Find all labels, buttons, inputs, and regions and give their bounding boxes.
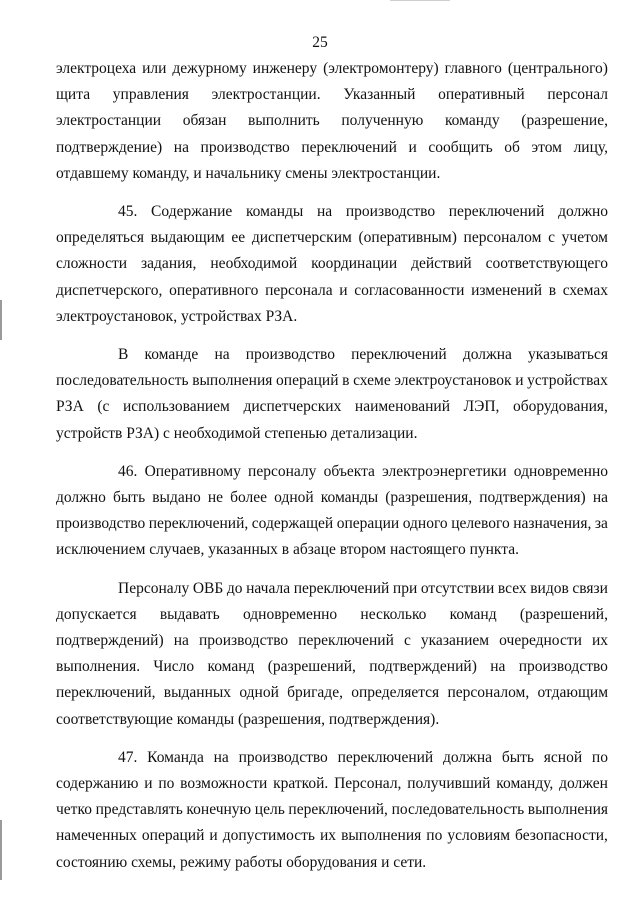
- text-line: РЗА (с использованием диспетчерских наименований ЛЭП, оборудования,: [56, 398, 608, 416]
- scan-top-rule: [390, 0, 450, 1]
- text-line: четко представлять конечную цель переключений, последовательность выполнения: [56, 801, 608, 819]
- text-line: подтверждений) на производство переключений с указанием очередности их: [56, 632, 608, 650]
- page-number: 25: [312, 34, 328, 51]
- text-line: должно быть выдано не более одной команды (разрешения, подтверждения) на: [56, 489, 608, 507]
- text-line: В команде на производство переключений должна указываться: [118, 346, 608, 364]
- paragraph-item-45-detail: [56, 342, 608, 447]
- text-line: переключений, выданных одной бригаде, определяется персоналом, отдающим: [56, 684, 608, 702]
- text-line: электроцеха или дежурному инженеру (электромонтеру) главного (центрального): [56, 60, 608, 77]
- paragraph-item-47: [56, 745, 608, 876]
- paragraph-item-46-ovb: [56, 576, 608, 733]
- text-line: 47. Команда на производство переключений должна быть ясной по: [118, 748, 608, 766]
- text-line: Персоналу ОВБ до начала переключений при отсутствии всех видов связи: [118, 579, 608, 597]
- paragraph-continuation: [56, 56, 608, 187]
- text-line-last: электроустановок, устройствах РЗА.: [56, 307, 298, 325]
- text-line: содержанию и по возможности краткой. Персонал, получивший команду, должен: [56, 775, 608, 793]
- scan-edge-mark: [0, 300, 2, 340]
- text-line-last: состоянию схемы, режиму работы оборудования и сети.: [56, 853, 427, 871]
- text-line: щита управления электростанции. Указанный оперативный персонал: [56, 86, 608, 104]
- text-line: намеченных операций и допустимость их выполнения по условиям безопасности,: [56, 827, 608, 845]
- scan-edge-mark: [0, 820, 2, 880]
- text-line: 45. Содержание команды на производство переключений должно: [118, 203, 608, 221]
- text-line: подтверждение) на производство переключений и сообщить об этом лицу,: [56, 138, 608, 156]
- text-line: сложности задания, необходимой координации действий соответствующего: [56, 255, 608, 273]
- text-line: допускается выдавать одновременно несколько команд (разрешений,: [56, 605, 608, 623]
- text-line-last: соответствующие команды (разрешения, подтверждения).: [56, 710, 440, 728]
- text-line: определяться выдающим ее диспетчерским (оперативным) персоналом с учетом: [56, 229, 608, 247]
- text-line-last: отдавшему команду, и начальнику смены электростанции.: [56, 164, 441, 182]
- text-line-last: исключением случаев, указанных в абзаце втором настоящего пункта.: [56, 541, 519, 559]
- paragraph-item-46: [56, 459, 608, 564]
- text-line-last: устройств РЗА) с необходимой степенью детализации.: [56, 424, 418, 442]
- text-line: 46. Оперативному персоналу объекта электроэнергетики одновременно: [118, 462, 608, 480]
- document-body: [56, 56, 608, 876]
- text-line: выполнения. Число команд (разрешений, подтверждений) на производство: [56, 658, 608, 676]
- paragraph-item-45: [56, 199, 608, 330]
- text-line: диспетчерского, оперативного персонала и согласованности изменений в схемах: [56, 281, 608, 299]
- text-line: последовательность выполнения операций в схеме электроустановок и устройствах: [56, 372, 608, 390]
- text-line: производство переключений, содержащей операции одного целевого назначения, за: [56, 515, 608, 533]
- text-line: электростанции обязан выполнить полученную команду (разрешение,: [56, 112, 608, 130]
